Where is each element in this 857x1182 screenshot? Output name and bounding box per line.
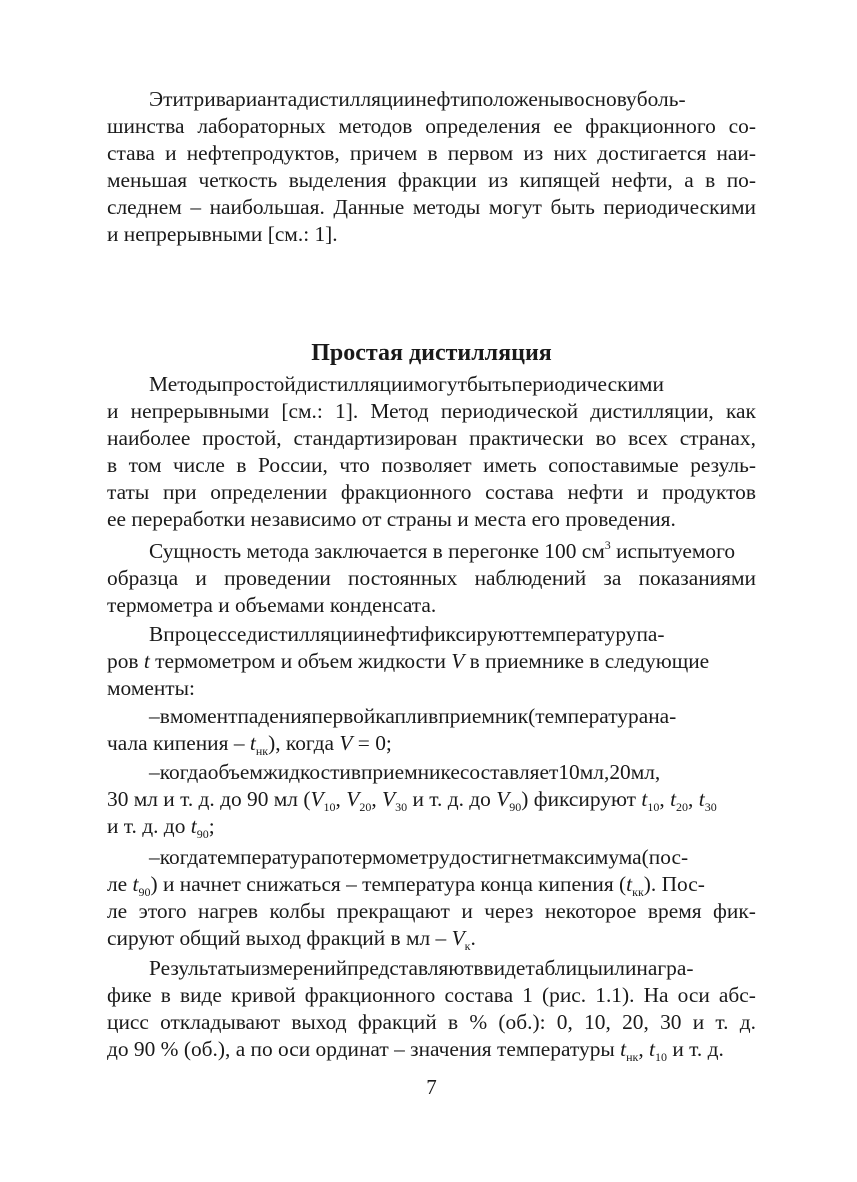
word: прекращают [336,899,450,923]
text-line [107,955,756,982]
word: определении [210,480,328,504]
word: том [128,453,162,477]
word: 1 [522,983,533,1007]
word: в [350,760,361,784]
word: состава [444,983,514,1007]
word: достигнет [449,845,542,869]
word: % [469,1010,488,1034]
word: абс- [718,983,756,1007]
word: при [162,480,197,504]
word: практически [469,426,584,450]
word: первой [311,704,376,728]
word: нефти [567,480,624,504]
word: става [107,141,155,165]
text-line: до 90 % (об.), а по оси ординат – значения температуры $t_{нк}$, $t_{10}$ и т. д. [107,1037,724,1064]
word: т. [715,1010,729,1034]
word: в [563,87,574,111]
word: могут [413,372,467,396]
word: что [339,453,370,477]
word: колбы [269,899,326,923]
word: Методы [149,372,222,396]
word: фракционного [340,480,472,504]
word: термометру [342,845,450,869]
text-line [107,194,756,221]
word: па- [636,622,665,646]
word: (температура [528,704,649,728]
word: в [236,453,247,477]
word: измерений [250,956,348,980]
word: через [484,899,534,923]
text-line: ее переработки независимо от страны и места его проведения. [107,507,676,531]
paragraph-simple-distillation [107,371,756,533]
word: лабораторных [197,114,326,138]
word: простой [221,372,296,396]
word: фик- [713,899,756,923]
word: а [684,168,694,192]
word: положены [471,87,564,111]
word: ле [107,899,128,923]
text-line [107,371,756,398]
word: д. [739,1010,756,1034]
text-line [107,703,756,730]
word: представляют [347,956,474,980]
word: 10 [558,760,580,784]
word: мл, [630,760,661,784]
word: – [190,195,202,219]
word: нагрев [198,899,259,923]
word: образца [107,566,179,590]
word: кипящей [519,168,601,192]
word: и [637,480,649,504]
word: позволяет [381,453,472,477]
text-line [107,479,756,506]
text-line [107,898,756,925]
word: Эти [149,87,184,111]
word: всех [628,426,668,450]
word: определения [425,114,541,138]
word: и [195,566,207,590]
word: сопоставимые [548,453,679,477]
word: и [692,1010,705,1034]
word: как [725,399,756,423]
word: фракционного [585,114,716,138]
word: фике [107,983,152,1007]
text-line [107,621,756,648]
word: 20 [609,760,631,784]
word: быть [550,195,595,219]
text-line: термометра и объемами конденсата. [107,593,437,617]
word: показаниями [638,566,756,590]
list-item-volumes [107,759,756,840]
word: основу [573,87,637,111]
word: по [320,845,343,869]
paragraph-process [107,621,756,702]
word: Данные [333,195,405,219]
word: в [159,704,170,728]
word: России, [257,453,328,477]
word: из [523,141,544,165]
text-line [107,565,756,592]
word: процессе [163,622,247,646]
word: фракционного [304,983,436,1007]
word: нефтепродуктов, [186,141,340,165]
word: меньшая [107,168,188,192]
paragraph-method-essence [107,538,756,619]
word: капли [375,704,429,728]
word: странах, [679,426,756,450]
word: нефти [364,622,421,646]
word: мл, [579,760,610,784]
word: во [595,426,617,450]
word: на [636,956,658,980]
text-line: ров t термометром и объем жидкости V в приемнике в следующие [107,649,710,673]
word: в [447,1010,459,1034]
text-line: сируют общий выход фракций в мл – $V_к$. [107,926,476,953]
word: и [461,899,473,923]
word: в [473,956,484,980]
text-line: и непрерывными [см.: 1]. [107,222,338,246]
text-line [107,398,756,425]
word: составляет [459,760,559,784]
text-line [107,140,756,167]
word: виде [180,983,222,1007]
word: наи- [716,141,756,165]
paragraph-results [107,955,756,1063]
word: выделения [288,168,387,192]
word: 10, [584,1010,611,1034]
page-number: 7 [426,1075,437,1099]
word: проведении [224,566,331,590]
word: – [149,760,160,784]
word: три [183,87,216,111]
word: время [647,899,702,923]
word: цисс [107,1010,149,1034]
word: температуру [522,622,637,646]
text-line: и т. д. до $t_{90}$; [107,814,215,841]
word: гра- [657,956,694,980]
section-title: Простая дистилляция [311,339,552,366]
word: могут [488,195,542,219]
word: фракции [397,168,477,192]
word: фракций [357,1010,437,1034]
text-line [107,452,756,479]
word: 1]. [335,399,359,423]
word: периодической [440,399,579,423]
word: них [553,141,588,165]
word: периодическими [511,372,664,396]
word: из [488,168,509,192]
word: когда [159,845,208,869]
word: методов [338,114,413,138]
word: и [107,399,119,423]
word: таблицы [525,956,603,980]
word: непрерывными [130,399,270,423]
word: в [427,141,438,165]
word: момент [169,704,238,728]
word: и [165,141,177,165]
intro-paragraph [107,86,756,248]
text-line [107,425,756,452]
word: таты [107,480,150,504]
word: наблюдений [474,566,587,590]
word: нефти, [611,168,673,192]
word: со- [728,114,756,138]
word: В [149,622,164,646]
word: наибольшая. [209,195,325,219]
word: виде [483,956,526,980]
text-line [107,167,756,194]
word: объем [207,760,263,784]
word: в [428,704,439,728]
text-line: Сущность метода заключается в перегонке 100 $см^3$ испытуемого [149,538,736,563]
word: резуль- [690,453,756,477]
word: приемник [438,704,529,728]
word: 0, [556,1010,573,1034]
word: четкость [198,168,278,192]
text-line: чала кипения – $t_{нк}$), когда V = 0; [107,731,392,758]
word: [см.: [281,399,323,423]
word: 30 [660,1010,682,1034]
word: (пос- [641,845,689,869]
word: фиксируют [420,622,523,646]
list-item-first-drop [107,703,756,757]
word: простой, [202,426,282,450]
text-line [107,86,756,113]
word: приемнике [360,760,460,784]
word: в [705,168,716,192]
word: первом [447,141,514,165]
word: периодическими [603,195,756,219]
text-line: 30 мл и т. д. до 90 мл ($V_{10}$, $V_{20}$, $V_{30}$ и т. д. до $V_{90}$) фиксируют $t_{10}$, $t_{20}$, $t_{30}$ [107,787,717,814]
word: нефти [415,87,472,111]
word: в [107,453,118,477]
word: жидкости [262,760,351,784]
text-line: ле $t_{90}$) и начнет снижаться – температура конца кипения $(t_{кк})$. Пос- [107,872,705,899]
word: некоторое [544,899,637,923]
word: этого [138,899,187,923]
word: наиболее [107,426,191,450]
word: постоянных [348,566,458,590]
word: достигается [597,141,707,165]
word: оси [677,983,710,1007]
word: в [160,983,171,1007]
word: температура [207,845,321,869]
text-line [107,1009,756,1036]
word: когда [159,760,208,784]
word: (об.): [498,1010,546,1034]
word: стандартизирован [293,426,458,450]
word: – [149,845,160,869]
word: методы [412,195,481,219]
word: на- [648,704,677,728]
word: дистилляции [246,622,365,646]
word: по- [726,168,756,192]
word: – [149,704,160,728]
word: дистилляции [295,372,414,396]
word: Метод [370,399,429,423]
word: за [603,566,622,590]
word: состава [485,480,554,504]
word: выход [291,1010,347,1034]
word: На [643,983,669,1007]
text-line [107,113,756,140]
word: числе [173,453,225,477]
word: падения [237,704,312,728]
word: ее [553,114,573,138]
word: 1.1). [595,983,635,1007]
word: продуктов [662,480,756,504]
word: (рис. [542,983,587,1007]
word: дистилляции, [590,399,714,423]
word: откладывают [160,1010,281,1034]
word: иметь [483,453,537,477]
text-line [107,844,756,871]
word: или [602,956,637,980]
word: максимума [541,845,642,869]
text-line: моменты: [107,676,195,700]
word: 20, [622,1010,649,1034]
word: быть [466,372,512,396]
word: боль- [636,87,686,111]
word: кривой [231,983,296,1007]
word: причем [349,141,418,165]
word: варианта [215,87,298,111]
list-item-end-boiling [107,844,756,952]
word: шинства [107,114,185,138]
word: дистилляции [297,87,416,111]
text-line [107,759,756,786]
word: следнем [107,195,182,219]
word: Результаты [149,956,251,980]
text-line [107,982,756,1009]
